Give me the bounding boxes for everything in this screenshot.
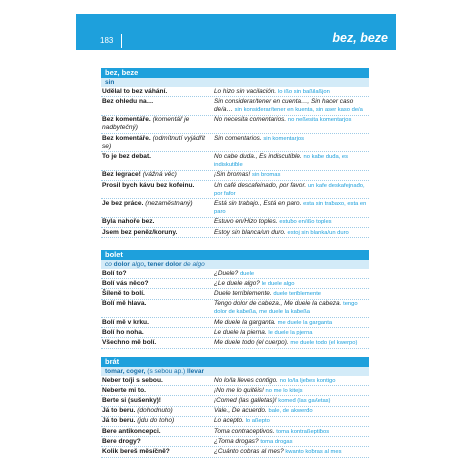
czech-phrase: [101, 338, 214, 347]
pronunciation: sin komentarjos: [263, 135, 304, 142]
czech-phrase: [101, 279, 214, 288]
page-number: 183: [100, 36, 114, 45]
pronunciation: bale, de akwerđo: [268, 408, 313, 415]
czech-phrase: [101, 300, 214, 317]
spanish-translation: [214, 228, 369, 237]
phrase-row: [101, 300, 369, 318]
czech-text: Berte si (sušenky)!: [102, 396, 161, 404]
czech-phrase: [101, 407, 214, 416]
czech-phrase: [101, 396, 214, 405]
czech-text: Bere drogy?: [102, 437, 141, 445]
spanish-text: ¡Comed (las galletas)!: [214, 396, 277, 404]
pronunciation: sin konsiđerar/tener en kuenta, sin aser kaso de/a: [234, 106, 363, 113]
spanish-translation: [214, 328, 369, 337]
pronunciation: me duele la garganta: [277, 319, 333, 326]
section-translation: [101, 78, 369, 87]
spanish-text: Tengo dolor de cabeza., Me duele la cabeza.: [214, 300, 342, 308]
czech-text: Bolí vás něco?: [102, 279, 149, 287]
czech-phrase: [101, 134, 214, 151]
spanish-translation: [214, 269, 369, 278]
czech-text: Neber to/ji s sebou.: [102, 376, 163, 384]
czech-phrase: [101, 386, 214, 395]
czech-text: Prosil bych kávu bez kofeinu.: [102, 181, 195, 189]
spanish-text: ¿Le duele algo?: [214, 279, 260, 287]
phrase-row: [101, 289, 369, 299]
pronunciation: le duele algo: [261, 280, 295, 287]
czech-note: (komentář je nadbytečný): [102, 116, 190, 132]
spanish-translation: [214, 171, 369, 180]
spanish-translation: [214, 199, 369, 216]
spanish-translation: [214, 318, 369, 327]
pronunciation: toma drogas: [260, 438, 293, 445]
translation-part: (s sebou ap.): [147, 368, 188, 375]
phrase-row: [101, 181, 369, 199]
spanish-translation: [214, 97, 369, 114]
czech-text: Jsem bez peněz/koruny.: [102, 228, 178, 236]
spanish-translation: [214, 338, 369, 347]
spanish-translation: [214, 427, 369, 436]
phrase-row: [101, 396, 369, 406]
page-header-title: bez, beze: [332, 31, 388, 45]
phrase-row: [101, 87, 369, 97]
czech-phrase: [101, 171, 214, 180]
phrase-row: [101, 328, 369, 338]
czech-phrase: [101, 269, 214, 278]
pronunciation: no me lo kitejs: [265, 387, 303, 394]
section-heading: brát: [101, 357, 369, 367]
czech-note: (nezaměstnaný): [145, 199, 193, 207]
czech-phrase: [101, 218, 214, 227]
phrase-row: [101, 134, 369, 152]
spanish-translation: [214, 407, 369, 416]
pronunciation: lo aßepto: [245, 418, 270, 425]
pronunciation: toma kontraßeptiƀos: [276, 428, 330, 435]
spanish-text: Sin considerar/tener en cuenta…, Sin hacer caso de/a…: [214, 97, 354, 113]
pronunciation: estoj sin blanka/un duro: [287, 229, 349, 236]
spanish-translation: [214, 218, 369, 227]
phrase-row: [101, 407, 369, 417]
czech-text: Já to beru.: [102, 407, 136, 415]
phrase-row: [101, 228, 369, 238]
phrase-row: [101, 171, 369, 181]
czech-phrase: [101, 87, 214, 96]
spanish-translation: [214, 300, 369, 317]
pronunciation: no lo/la ljeƀes kontigo: [279, 377, 336, 384]
spanish-text: Un café descafeinado, por favor.: [214, 181, 307, 189]
phrase-row: [101, 152, 369, 170]
spanish-text: Vale., De acuerdo.: [214, 407, 267, 415]
czech-text: Bolí to?: [102, 269, 127, 277]
czech-phrase: [101, 152, 214, 169]
czech-text: Bez komentáře.: [102, 134, 151, 142]
spanish-text: ¿Cuánto cobras al mes?: [214, 447, 284, 455]
spanish-text: No necesita comentarios.: [214, 116, 287, 124]
header-divider: [121, 34, 122, 48]
pronunciation: un kafe deskafejnađo, por fafor: [214, 182, 365, 197]
spanish-text: Está sin trabajo., Está en paro.: [214, 199, 302, 207]
czech-phrase: [101, 289, 214, 298]
phrase-row: [101, 199, 369, 217]
pronunciation: duele: [239, 270, 255, 277]
spanish-translation: [214, 447, 369, 456]
spanish-translation: [214, 87, 369, 96]
czech-text: Je bez práce.: [102, 199, 144, 207]
spanish-text: Estuvo en/Hizo toples.: [214, 218, 278, 226]
spanish-text: Sin comentarios.: [214, 134, 262, 142]
spanish-text: Lo acepto.: [214, 417, 244, 425]
pronunciation: tengo dolor de kaƀeßa, me duele la kaƀeßa: [214, 301, 358, 316]
translation-part: tomar, coger,: [105, 368, 148, 375]
pronunciation: lo ißo sin baßilaßjon: [277, 88, 330, 95]
phrase-row: [101, 116, 369, 134]
czech-phrase: [101, 97, 214, 114]
spanish-text: Toma contraceptivos.: [214, 427, 275, 435]
phrase-row: [101, 338, 369, 348]
czech-text: Já to beru.: [102, 417, 136, 425]
czech-phrase: [101, 417, 214, 426]
entry-section-brat: [101, 357, 369, 458]
spanish-text: Le duele la pierna.: [214, 328, 267, 336]
czech-text: Bolí mě hlava.: [102, 300, 147, 308]
phrase-row: [101, 447, 369, 457]
entry-section-bolet: [101, 250, 369, 349]
pronunciation: komeđ (las gaʎetas): [278, 397, 331, 404]
czech-note: (odmítnutí vyjádřit se): [102, 134, 205, 150]
phrase-row: [101, 269, 369, 279]
czech-phrase: [101, 116, 214, 133]
phrase-row: [101, 386, 369, 396]
phrase-row: [101, 376, 369, 386]
pronunciation: estuƀo en/ißo toples: [279, 219, 332, 226]
czech-text: Byla nahoře bez.: [102, 218, 155, 226]
spanish-text: ¿Duele?: [214, 269, 239, 277]
translation-part: de algo: [183, 261, 205, 268]
spanish-text: Estoy sin blanca/un duro.: [214, 228, 286, 236]
phrase-row: [101, 437, 369, 447]
phrase-row: [101, 218, 369, 228]
phrase-row: [101, 318, 369, 328]
spanish-translation: [214, 437, 369, 446]
czech-text: Bez legrace!: [102, 171, 141, 179]
spanish-text: Me duele todo (el cuerpo).: [214, 338, 289, 346]
section-heading: bez, beze: [101, 68, 369, 78]
phrase-row: [101, 427, 369, 437]
czech-text: To je bez debat.: [102, 152, 151, 160]
pronunciation: kwanto koƀras al mes: [285, 448, 342, 455]
translation-part: co: [105, 261, 112, 268]
czech-note: (dohodnuto): [137, 407, 173, 415]
translation-part: dolor: [111, 261, 132, 268]
translation-part: sin: [105, 79, 115, 86]
czech-text: Kolik bereš měsíčně?: [102, 447, 170, 455]
czech-text: Bez komentáře.: [102, 116, 151, 124]
czech-phrase: [101, 181, 214, 198]
pronunciation: me duele todo (el kwerpo): [290, 339, 358, 346]
czech-phrase: [101, 437, 214, 446]
section-translation: [101, 367, 369, 376]
pronunciation: esta sin traƀaxo, esta en paro: [214, 200, 367, 216]
czech-text: Udělal to bez váhání.: [102, 87, 168, 95]
spanish-translation: [214, 396, 369, 405]
spanish-text: ¡No me lo quitéis!: [214, 386, 264, 394]
czech-text: Bez ohledu na…: [102, 97, 154, 105]
spanish-text: Me duele la garganta.: [214, 318, 276, 326]
pronunciation: duele teriƀlemente: [273, 290, 322, 297]
spanish-text: ¡Sin bromas!: [214, 171, 251, 179]
czech-text: Bolí mě v krku.: [102, 318, 149, 326]
spanish-translation: [214, 116, 369, 133]
czech-note: (vážná věc): [142, 171, 177, 179]
czech-text: Šíleně to bolí.: [102, 289, 145, 297]
entry-section-bez: [101, 68, 369, 238]
spanish-translation: [214, 134, 369, 151]
spanish-translation: [214, 279, 369, 288]
czech-text: Bolí ho noha.: [102, 328, 144, 336]
phrase-row: [101, 417, 369, 427]
czech-note: (jdu do toho): [137, 417, 175, 425]
pronunciation: le duele la pjerna: [268, 329, 313, 336]
spanish-text: Lo hizo sin vacilación.: [214, 87, 277, 95]
spanish-text: No cabe duda., Es indiscutible.: [214, 152, 302, 160]
translation-part: llevar: [187, 368, 205, 375]
translation-part: algo: [131, 261, 145, 268]
spanish-translation: [214, 386, 369, 395]
czech-phrase: [101, 427, 214, 436]
spanish-translation: [214, 289, 369, 298]
phrase-row: [101, 279, 369, 289]
phrase-row: [101, 97, 369, 115]
spanish-text: No lo/la lleves contigo.: [214, 376, 278, 384]
czech-text: Všechno mě bolí.: [102, 338, 157, 346]
czech-phrase: [101, 328, 214, 337]
pronunciation: sin bromas: [252, 172, 281, 179]
spanish-translation: [214, 181, 369, 198]
spanish-translation: [214, 376, 369, 385]
czech-phrase: [101, 228, 214, 237]
czech-phrase: [101, 376, 214, 385]
czech-text: Neberte mi to.: [102, 386, 146, 394]
czech-text: Bere antikoncepci.: [102, 427, 161, 435]
pronunciation: no kaƀe duđa, es indiskutiƀle: [214, 153, 349, 169]
spanish-text: ¿Toma drogas?: [214, 437, 259, 445]
czech-phrase: [101, 318, 214, 327]
czech-phrase: [101, 447, 214, 456]
czech-phrase: [101, 199, 214, 216]
spanish-translation: [214, 417, 369, 426]
pronunciation: no neßesita komentarjos: [287, 117, 352, 124]
translation-part: , tener dolor: [144, 261, 184, 268]
spanish-translation: [214, 152, 369, 169]
section-heading: bolet: [101, 250, 369, 260]
section-translation: [101, 260, 369, 269]
spanish-text: Duele terriblemente.: [214, 289, 272, 297]
